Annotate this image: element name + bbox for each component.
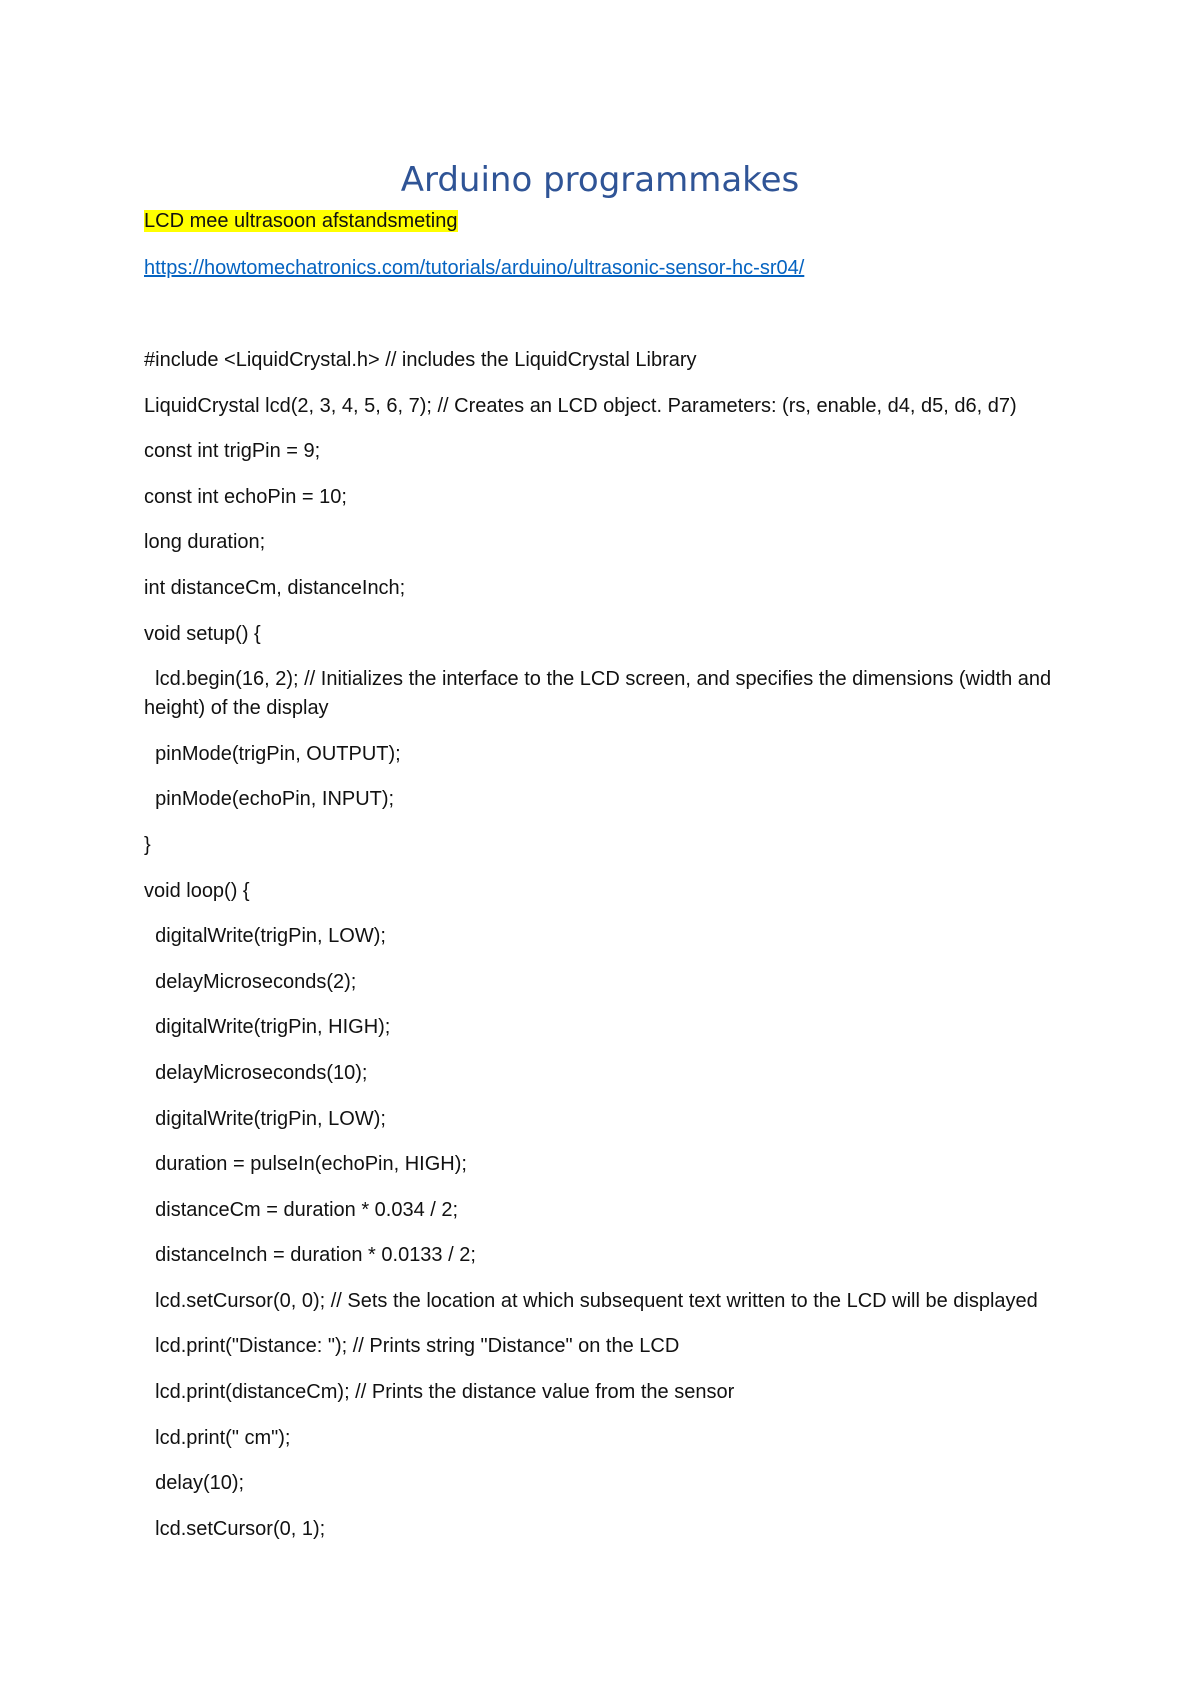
code-line: const int trigPin = 9;: [144, 440, 321, 463]
code-line: digitalWrite(trigPin, LOW);: [144, 1107, 386, 1130]
code-line: digitalWrite(trigPin, HIGH);: [144, 1016, 391, 1039]
code-line: lcd.print(" cm");: [144, 1426, 291, 1449]
code-line: lcd.print(distanceCm); // Prints the distance value from the sensor: [144, 1381, 735, 1404]
subtitle-highlight: LCD mee ultrasoon afstandsmeting: [144, 210, 458, 232]
code-line: long duration;: [144, 531, 266, 554]
code-line: }: [144, 833, 151, 856]
code-line: void loop() {: [144, 879, 250, 902]
code-line: pinMode(echoPin, INPUT);: [144, 788, 395, 811]
code-line: int distanceCm, distanceInch;: [144, 576, 406, 599]
code-line: lcd.begin(16, 2); // Initializes the interface to the LCD screen, and specifies the dimensions (width and height) of the display: [144, 668, 1057, 720]
code-line: const int echoPin = 10;: [144, 485, 347, 508]
code-line: #include <LiquidCrystal.h> // includes the LiquidCrystal Library: [144, 349, 697, 371]
code-line: void setup() {: [144, 622, 261, 645]
code-line: pinMode(trigPin, OUTPUT);: [144, 742, 401, 765]
code-line: delay(10);: [144, 1472, 245, 1495]
code-line: distanceInch = duration * 0.0133 / 2;: [144, 1244, 476, 1267]
code-line: lcd.setCursor(0, 0); // Sets the location at which subsequent text written to the LCD will be displayed: [144, 1289, 1038, 1312]
code-line: duration = pulseIn(echoPin, HIGH);: [144, 1153, 467, 1176]
code-line: LiquidCrystal lcd(2, 3, 4, 5, 6, 7); // Creates an LCD object. Parameters: (rs, enable, d4, d5, d6, d7): [144, 394, 1017, 417]
code-line: lcd.setCursor(0, 1);: [144, 1517, 326, 1540]
document-title: Arduino programmakes: [400, 160, 800, 200]
document-subtitle: [144, 209, 458, 233]
code-line: distanceCm = duration * 0.034 / 2;: [144, 1198, 459, 1221]
tutorial-link[interactable]: https://howtomechatronics.com/tutorials/arduino/ultrasonic-sensor-hc-sr04/: [144, 257, 805, 279]
code-line: delayMicroseconds(2);: [144, 970, 357, 993]
code-line: digitalWrite(trigPin, LOW);: [144, 925, 386, 948]
code-line: lcd.print("Distance: "); // Prints string "Distance" on the LCD: [144, 1335, 680, 1358]
code-line: delayMicroseconds(10);: [144, 1061, 368, 1084]
code-listing: [144, 346, 1064, 1560]
